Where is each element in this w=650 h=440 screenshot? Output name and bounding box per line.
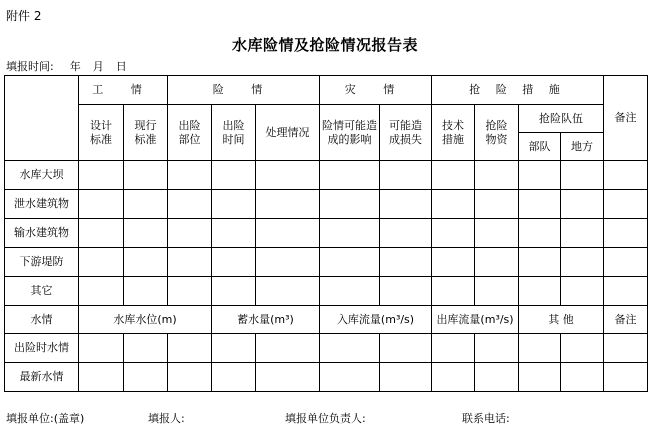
table-cell[interactable] bbox=[168, 334, 212, 363]
water-row-label: 出险时水情 bbox=[5, 334, 79, 363]
water-row bbox=[5, 363, 648, 392]
table-cell[interactable] bbox=[168, 248, 212, 277]
table-cell[interactable] bbox=[320, 363, 380, 392]
table-row bbox=[5, 190, 648, 219]
table-cell[interactable] bbox=[561, 363, 604, 392]
month-label: 月 bbox=[92, 60, 104, 73]
table-cell[interactable] bbox=[124, 248, 168, 277]
table-cell[interactable] bbox=[561, 190, 604, 219]
footer-phone: 联系电话: bbox=[462, 412, 510, 425]
table-cell[interactable] bbox=[380, 363, 432, 392]
table-cell[interactable] bbox=[475, 334, 519, 363]
footer-unit: 填报单位:(盖章) bbox=[6, 412, 85, 425]
table-cell[interactable] bbox=[256, 277, 320, 306]
table-cell[interactable] bbox=[212, 363, 256, 392]
col-danger-part: 出险 部位 bbox=[168, 105, 212, 161]
header-remark: 备注 bbox=[604, 76, 648, 161]
report-table bbox=[4, 75, 648, 392]
report-time-label: 填报时间: bbox=[6, 60, 54, 73]
row-label: 水库大坝 bbox=[5, 161, 79, 190]
water-label: 水情 bbox=[5, 306, 79, 334]
table-cell[interactable] bbox=[124, 190, 168, 219]
table-cell[interactable] bbox=[604, 277, 648, 306]
table-cell[interactable] bbox=[320, 161, 380, 190]
table-cell[interactable] bbox=[124, 363, 168, 392]
table-cell[interactable] bbox=[256, 334, 320, 363]
table-cell[interactable] bbox=[124, 161, 168, 190]
table-cell[interactable] bbox=[212, 334, 256, 363]
table-cell[interactable] bbox=[561, 334, 604, 363]
table-cell[interactable] bbox=[519, 219, 561, 248]
table-cell[interactable] bbox=[212, 277, 256, 306]
table-cell[interactable] bbox=[212, 190, 256, 219]
inflow-header: 入库流量(m³/s) bbox=[320, 306, 432, 334]
table-cell[interactable] bbox=[432, 161, 475, 190]
group-rescue: 抢 险 措 施 bbox=[432, 76, 604, 105]
table-cell[interactable] bbox=[320, 190, 380, 219]
table-cell[interactable] bbox=[475, 248, 519, 277]
col-tech-measures: 技术 措施 bbox=[432, 105, 475, 161]
table-cell[interactable] bbox=[256, 248, 320, 277]
col-rescue-team: 抢险队伍 bbox=[519, 105, 604, 133]
table-cell[interactable] bbox=[124, 277, 168, 306]
year-label: 年 bbox=[69, 60, 81, 73]
table-cell[interactable] bbox=[519, 248, 561, 277]
col-team-local: 地方 bbox=[561, 133, 604, 161]
table-cell[interactable] bbox=[79, 190, 124, 219]
row-label: 其它 bbox=[5, 277, 79, 306]
table-cell[interactable] bbox=[380, 161, 432, 190]
other-header: 其 他 bbox=[519, 306, 604, 334]
table-cell[interactable] bbox=[212, 248, 256, 277]
day-label: 日 bbox=[115, 60, 127, 73]
storage-header: 蓄水量(m³) bbox=[212, 306, 320, 334]
table-cell[interactable] bbox=[561, 219, 604, 248]
footer-leader: 填报单位负责人: bbox=[285, 412, 366, 425]
outflow-header: 出库流量(m³/s) bbox=[432, 306, 519, 334]
table-cell[interactable] bbox=[604, 219, 648, 248]
group-danger: 险 情 bbox=[168, 76, 320, 105]
table-cell[interactable] bbox=[604, 161, 648, 190]
footer-filler: 填报人: bbox=[148, 412, 185, 425]
table-cell[interactable] bbox=[519, 334, 561, 363]
water-level-header: 水库水位(m) bbox=[79, 306, 212, 334]
table-cell[interactable] bbox=[79, 161, 124, 190]
group-disaster: 灾 情 bbox=[320, 76, 432, 105]
table-cell[interactable] bbox=[432, 334, 475, 363]
col-danger-time: 出险 时间 bbox=[212, 105, 256, 161]
col-current-standard: 现行 标准 bbox=[124, 105, 168, 161]
table-cell[interactable] bbox=[212, 219, 256, 248]
table-cell[interactable] bbox=[256, 161, 320, 190]
table-cell[interactable] bbox=[475, 161, 519, 190]
table-cell[interactable] bbox=[561, 277, 604, 306]
table-cell[interactable] bbox=[604, 248, 648, 277]
table-cell[interactable] bbox=[168, 363, 212, 392]
table-cell[interactable] bbox=[380, 248, 432, 277]
table-cell[interactable] bbox=[212, 161, 256, 190]
table-cell[interactable] bbox=[256, 219, 320, 248]
table-row bbox=[5, 161, 648, 190]
table-cell[interactable] bbox=[475, 363, 519, 392]
table-row bbox=[5, 277, 648, 306]
table-cell[interactable] bbox=[380, 277, 432, 306]
row-label: 输水建筑物 bbox=[5, 219, 79, 248]
col-handling: 处理情况 bbox=[256, 105, 320, 161]
table-cell[interactable] bbox=[79, 334, 124, 363]
table-cell[interactable] bbox=[432, 219, 475, 248]
corner-cell bbox=[5, 76, 79, 161]
table-cell[interactable] bbox=[79, 219, 124, 248]
table-cell[interactable] bbox=[320, 334, 380, 363]
table-cell[interactable] bbox=[320, 277, 380, 306]
table-cell[interactable] bbox=[519, 190, 561, 219]
table-cell[interactable] bbox=[124, 219, 168, 248]
table-cell[interactable] bbox=[432, 248, 475, 277]
table-cell[interactable] bbox=[519, 161, 561, 190]
col-rescue-materials: 抢险 物资 bbox=[475, 105, 519, 161]
table-cell[interactable] bbox=[561, 248, 604, 277]
table-cell[interactable] bbox=[519, 363, 561, 392]
table-cell[interactable] bbox=[168, 219, 212, 248]
table-cell[interactable] bbox=[432, 363, 475, 392]
table-cell[interactable] bbox=[604, 334, 648, 363]
col-design-standard: 设计 标准 bbox=[79, 105, 124, 161]
table-cell[interactable] bbox=[168, 190, 212, 219]
report-time-line bbox=[6, 58, 139, 74]
table-cell[interactable] bbox=[475, 277, 519, 306]
table-cell[interactable] bbox=[519, 277, 561, 306]
table-cell[interactable] bbox=[320, 219, 380, 248]
table-cell[interactable] bbox=[475, 219, 519, 248]
table-cell[interactable] bbox=[380, 334, 432, 363]
table-cell[interactable] bbox=[256, 363, 320, 392]
table-cell[interactable] bbox=[79, 363, 124, 392]
water-row bbox=[5, 334, 648, 363]
table-cell[interactable] bbox=[380, 190, 432, 219]
table-cell[interactable] bbox=[256, 190, 320, 219]
footer-line bbox=[0, 410, 650, 426]
table-cell[interactable] bbox=[475, 190, 519, 219]
table-cell[interactable] bbox=[79, 248, 124, 277]
group-engineering: 工 情 bbox=[79, 76, 168, 105]
water-header-row bbox=[5, 306, 648, 334]
table-cell[interactable] bbox=[561, 161, 604, 190]
col-team-army: 部队 bbox=[519, 133, 561, 161]
table-row bbox=[5, 219, 648, 248]
header-row-1 bbox=[5, 76, 648, 105]
table-cell[interactable] bbox=[124, 334, 168, 363]
table-cell[interactable] bbox=[604, 190, 648, 219]
table-row bbox=[5, 248, 648, 277]
table-cell[interactable] bbox=[168, 161, 212, 190]
table-cell[interactable] bbox=[320, 248, 380, 277]
header-row-2 bbox=[5, 105, 648, 133]
report-title: 水库险情及抢险情况报告表 bbox=[231, 36, 418, 54]
row-label: 泄水建筑物 bbox=[5, 190, 79, 219]
water-row-label: 最新水情 bbox=[5, 363, 79, 392]
water-remark-header: 备注 bbox=[604, 306, 648, 334]
col-impact: 险情可能造 成的影响 bbox=[320, 105, 380, 161]
table-cell[interactable] bbox=[432, 190, 475, 219]
table-cell[interactable] bbox=[168, 277, 212, 306]
col-possible-loss: 可能造 成损失 bbox=[380, 105, 432, 161]
table-cell[interactable] bbox=[604, 363, 648, 392]
row-label: 下游堤防 bbox=[5, 248, 79, 277]
table-cell[interactable] bbox=[432, 277, 475, 306]
table-cell[interactable] bbox=[79, 277, 124, 306]
annex-label: 附件 2 bbox=[6, 9, 42, 23]
table-cell[interactable] bbox=[380, 219, 432, 248]
